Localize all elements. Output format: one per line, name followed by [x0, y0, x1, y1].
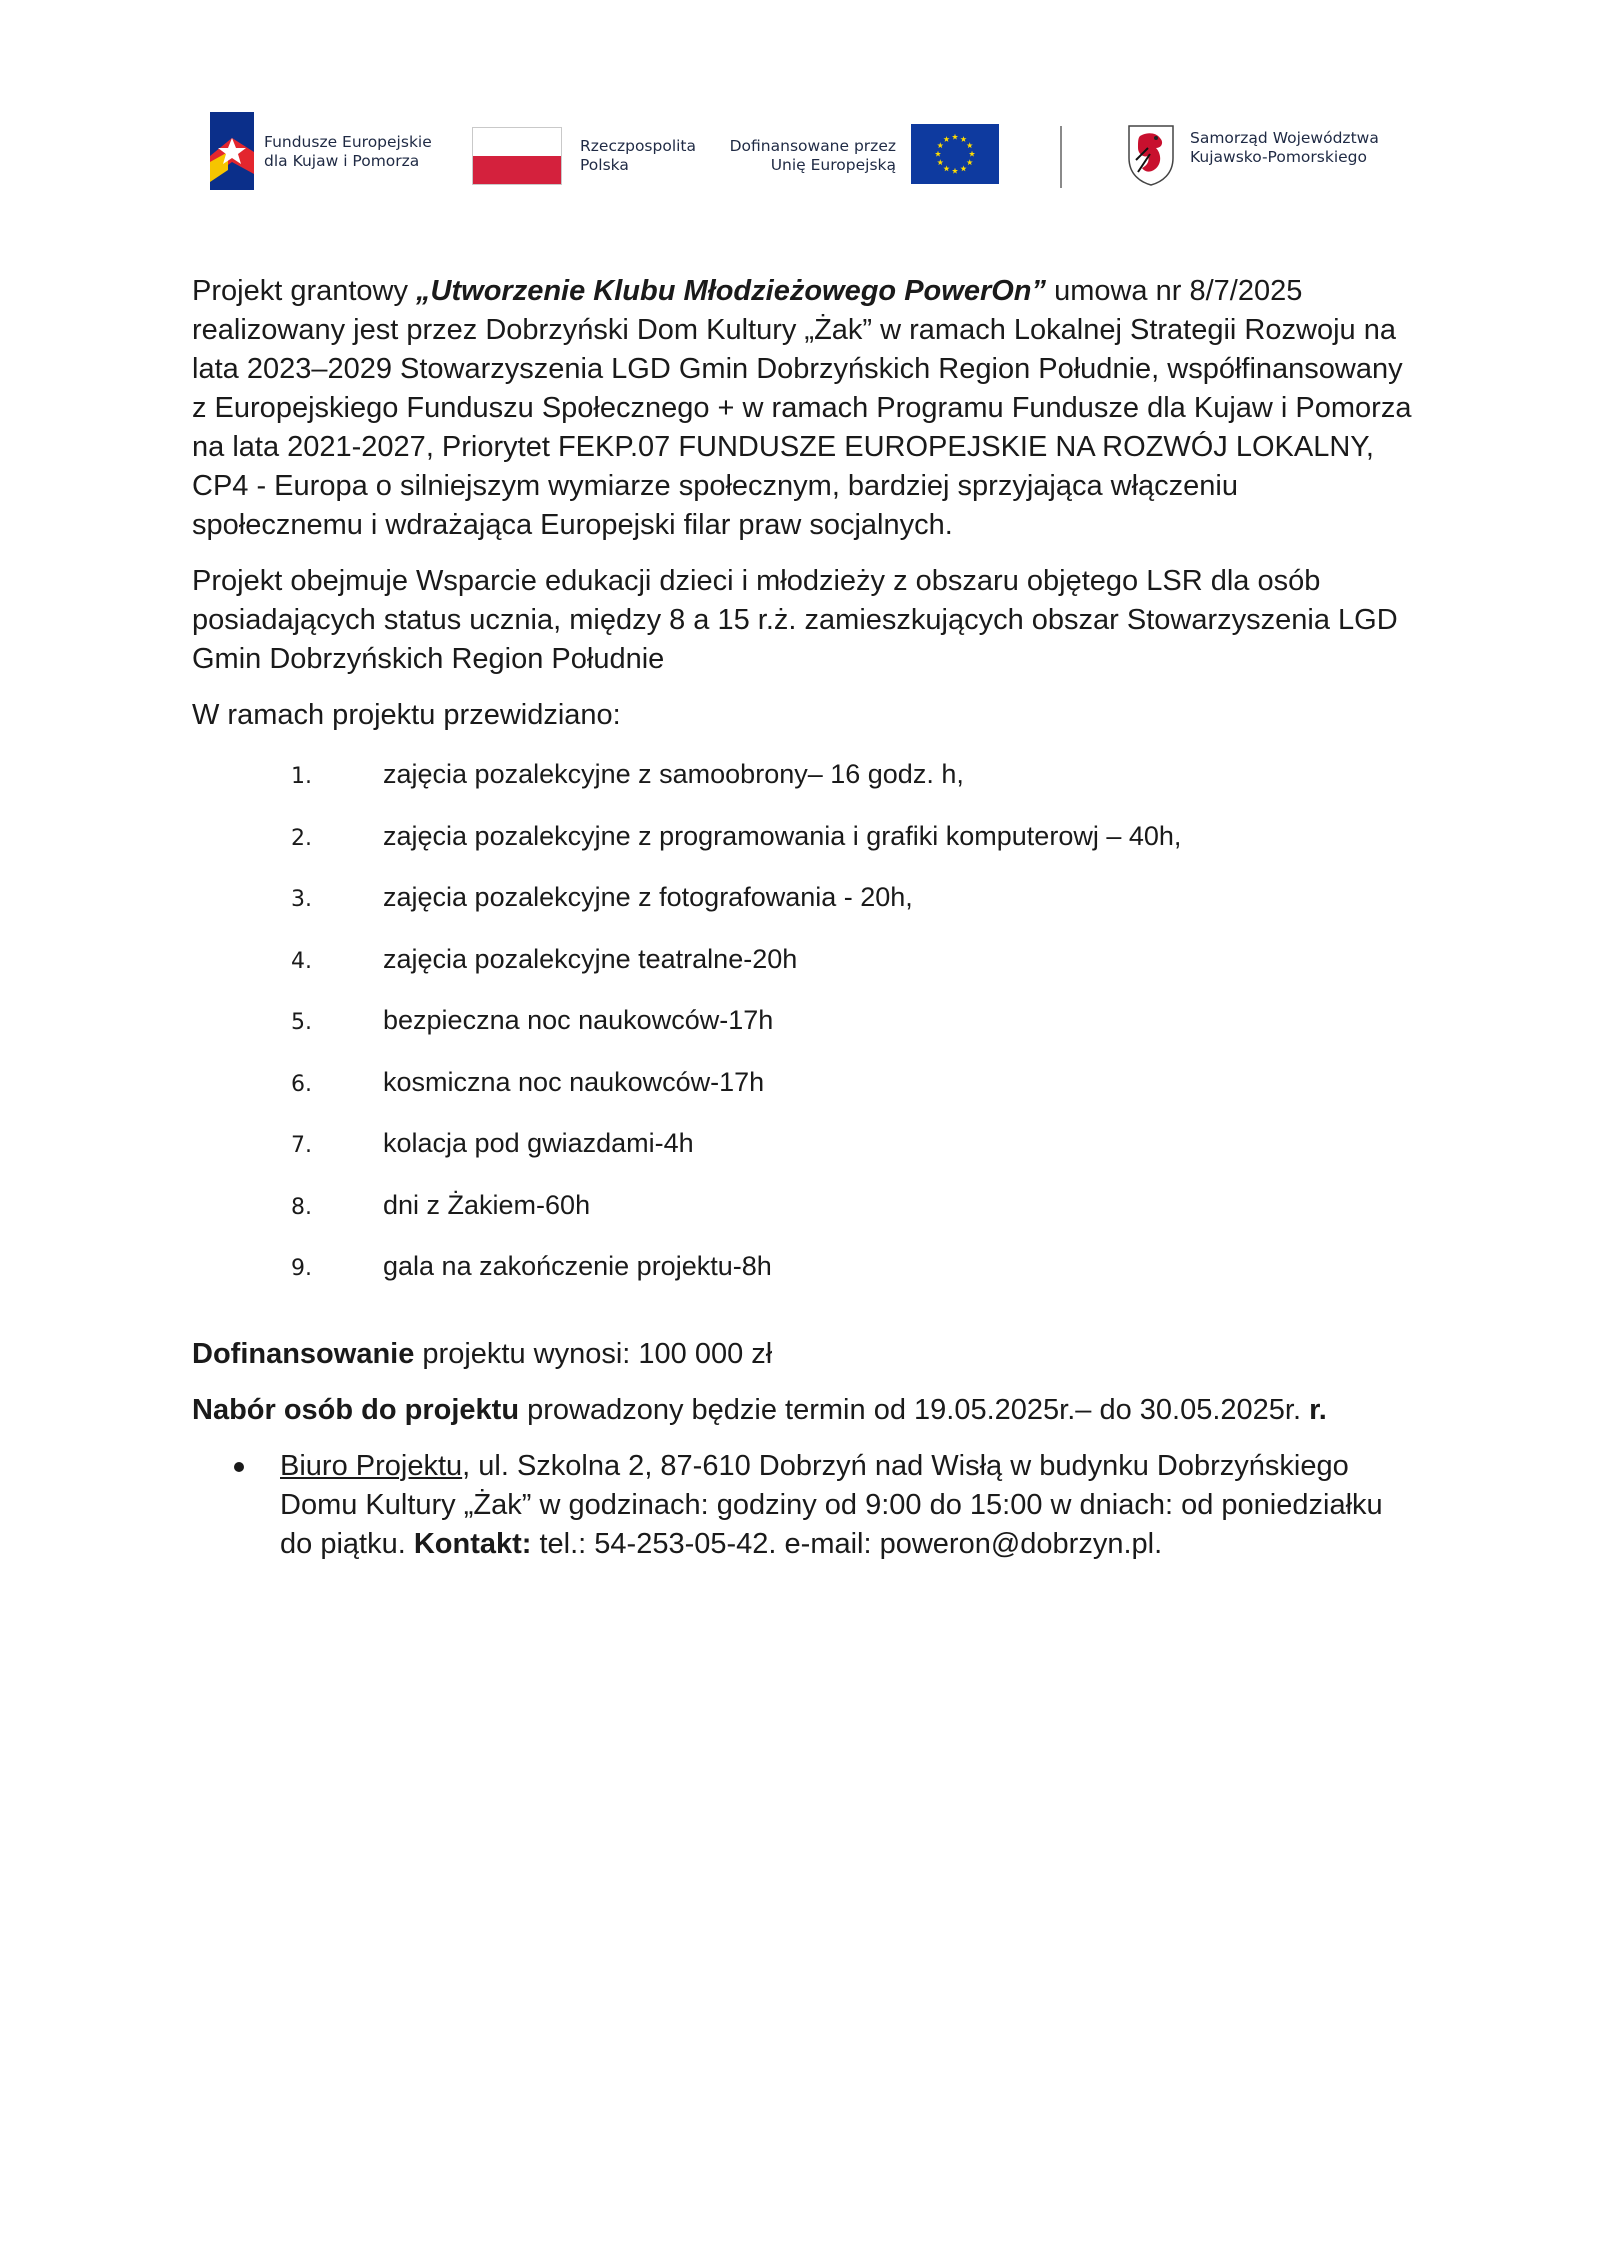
activity-item	[192, 1247, 1412, 1309]
funding-paragraph	[192, 1335, 1412, 1374]
office-text: , ul. Szkolna 2, 87-610 Dobrzyń nad Wisłą w budynku Dobrzyńskiego Domu Kultury „Żak” w godzinach: godziny od 9:00 do 15:00 w dniach: od poniedziałku do piątku.	[280, 1449, 1383, 1560]
bullet-icon	[234, 1462, 244, 1472]
office-item	[192, 1447, 1412, 1564]
activity-text: zajęcia pozalekcyjne teatralne-20h	[383, 943, 798, 974]
activity-number: 3.	[291, 887, 312, 912]
activity-number: 1.	[291, 764, 312, 789]
fundusze-europejskie-logo	[206, 112, 456, 190]
rzeczpospolita-polska-logo	[472, 112, 702, 190]
logo-bar	[206, 112, 1386, 190]
document-body	[192, 272, 1412, 1564]
kp-line2: Kujawsko-Pomorskiego	[1190, 148, 1368, 166]
polish-flag-icon	[472, 127, 562, 185]
samorzad-kujawsko-pomorski-logo	[1126, 112, 1396, 190]
activity-number: 2.	[291, 825, 312, 851]
activity-item	[192, 817, 1412, 879]
office-link[interactable]: Biuro Projektu	[280, 1449, 463, 1482]
eu-flag-icon	[911, 124, 999, 184]
activity-item	[192, 940, 1412, 1002]
recruitment-text: prowadzony będzie termin od 19.05.2025r.– do 30.05.2025r.	[519, 1393, 1310, 1426]
activities-list	[192, 755, 1412, 1309]
fundusze-line2: dla Kujaw i Pomorza	[264, 152, 420, 170]
intro-paragraph	[192, 272, 1412, 545]
activity-item	[192, 1063, 1412, 1125]
activity-text: dni z Żakiem-60h	[383, 1189, 591, 1220]
fundusze-europejskie-emblem-icon	[210, 112, 254, 190]
eu-line2: Unię Europejską	[770, 156, 896, 174]
activity-number: 7.	[291, 1133, 312, 1158]
recruitment-label: Nabór osób do projektu	[192, 1393, 520, 1426]
planned-heading: W ramach projektu przewidziano:	[192, 699, 621, 731]
fundusze-line1: Fundusze Europejskie	[264, 133, 432, 151]
office-list	[192, 1447, 1412, 1564]
logo-divider	[1060, 126, 1062, 188]
scope-paragraph: Projekt obejmuje Wsparcie edukacji dzieci i młodzieży z obszaru objętego LSR dla osób posiadających status ucznia, między 8 a 15 r.ż. zamieszkujących obszar Stowarzyszenia LGD Gmin Dobrzyńskich Region Południe	[192, 565, 1398, 675]
activity-item	[192, 755, 1412, 817]
activity-text: zajęcia pozalekcyjne z samoobrony– 16 godz. h,	[383, 759, 964, 789]
contact-label: Kontakt:	[413, 1527, 532, 1560]
activity-number: 5.	[291, 1010, 312, 1035]
activity-item	[192, 1124, 1412, 1186]
activity-text: zajęcia pozalekcyjne z programowania i grafiki komputerowj – 40h,	[383, 820, 1182, 851]
activity-text: zajęcia pozalekcyjne z fotografowania - 20h,	[383, 882, 913, 912]
activity-item	[192, 1186, 1412, 1248]
activity-item	[192, 1001, 1412, 1063]
intro-after: umowa nr 8/7/2025 realizowany jest przez Dobrzyński Dom Kultury „Żak” w ramach Lokalnej Strategii Rozwoju na lata 2023–2029 Stowarzyszenia LGD Gmin Dobrzyńskich Region Południe, współfinansowany z Europejskiego Funduszu Społecznego + w ramach Programu Fundusze dla Kujaw i Pomorza na lata 2021-2027, Priorytet FEKP.07 FUNDUSZE EUROPEJSKIE NA ROZWÓJ LOKALNY, CP4 - Europa o silniejszym wymiarze społecznym, bardziej sprzyjająca włączeniu społecznemu i wdrażająca Europejski filar praw socjalnych.	[192, 275, 1412, 541]
recruitment-tail: r.	[1309, 1393, 1327, 1426]
kujawsko-pomorskie-crest-icon	[1126, 124, 1176, 186]
activity-number: 6.	[291, 1071, 312, 1097]
funding-label: Dofinansowanie	[192, 1337, 415, 1370]
rp-line2: Polska	[580, 156, 629, 174]
activity-number: 9.	[291, 1256, 312, 1281]
unia-europejska-logo	[726, 112, 1026, 190]
eu-line1: Dofinansowane przez	[729, 137, 896, 155]
project-title: „Utworzenie Klubu Młodzieżowego PowerOn”	[416, 275, 1047, 307]
activity-item	[192, 878, 1412, 940]
rp-line1: Rzeczpospolita	[580, 137, 697, 155]
activity-text: kosmiczna noc naukowców-17h	[383, 1066, 765, 1097]
activity-text: bezpieczna noc naukowców-17h	[383, 1005, 774, 1035]
activity-number: 4.	[291, 948, 312, 974]
kp-line1: Samorząd Województwa	[1190, 129, 1379, 147]
activity-text: gala na zakończenie projektu-8h	[383, 1251, 772, 1281]
contact-text: tel.: 54-253-05-42. e-mail: poweron@dobrzyn.pl.	[531, 1527, 1163, 1560]
funding-text: projektu wynosi: 100 000 zł	[414, 1337, 773, 1370]
intro-before: Projekt grantowy	[192, 275, 417, 307]
activity-number: 8.	[291, 1194, 312, 1220]
recruitment-paragraph	[192, 1391, 1412, 1430]
activity-text: kolacja pod gwiazdami-4h	[383, 1128, 694, 1158]
